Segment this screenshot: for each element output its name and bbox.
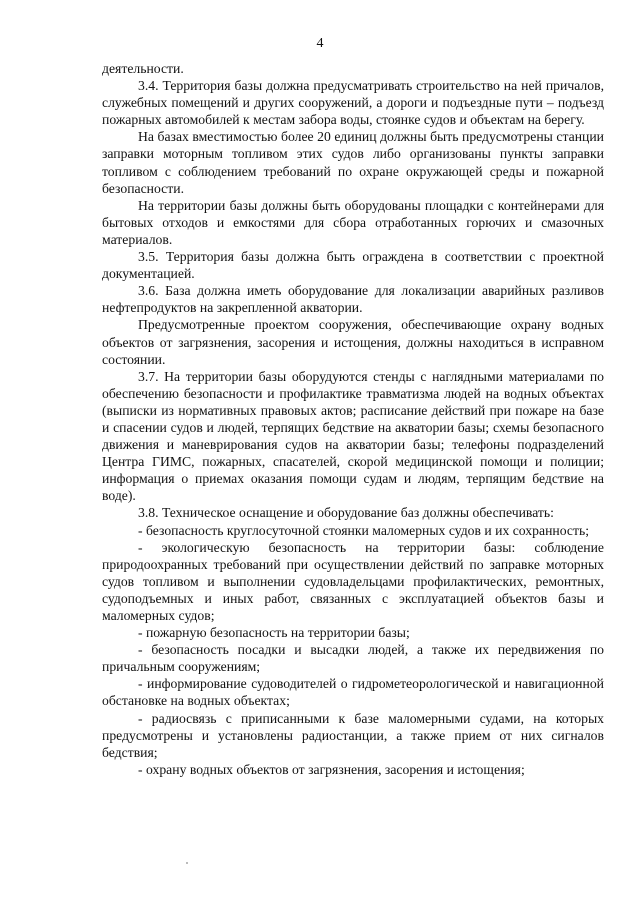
list-item-boarding-safety: - безопасность посадки и высадки людей, а также их передвижения по причальным сооружениям; — [102, 642, 604, 675]
paragraph-3-5: 3.5. Территория базы должна быть ограждена в соответствии с проектной документацией. — [102, 249, 604, 282]
paragraph-waste-areas: На территории базы должны быть оборудованы площадки с контейнерами для бытовых отходов и емкостями для сбора отработанных горючих и смазочных материалов. — [102, 197, 604, 247]
document-body — [102, 60, 604, 778]
paragraph-fuel-stations: На базах вместимостью более 20 единиц должны быть предусмотрены станции заправки моторным топливом этих судов либо организованы пункты заправки топливом с соблюдением требований по охране окружающей среды и пожарной безопасности. — [102, 129, 604, 196]
paragraph-3-4: 3.4. Территория базы должна предусматривать строительство на ней причалов, служебных помещений и других сооружений, а дороги и подъездные пути – подъезд пожарных автомобилей к местам забора воды, стоянке судов и объектам на берегу. — [102, 78, 604, 128]
list-item-ecological-safety: - экологическую безопасность на территории базы: соблюдение природоохранных требований при осуществлении действий по заправке моторных судов топливом и выполнении судовладельцами профилактических, ремонтных, судоподъемных и иных работ, связанных с эксплуатацией объектов базы и маломерных судов; — [102, 539, 604, 623]
page-number: 4 — [316, 36, 324, 51]
list-item-water-protection: - охрану водных объектов от загрязнения, засорения и истощения; — [138, 761, 525, 777]
list-item-radio-communication: - радиосвязь с приписанными к базе маломерными судами, на которых предусмотрены и установлены радиостанции, а также прием от них сигналов бедствия; — [102, 710, 604, 760]
paragraph-protection-structures: Предусмотренные проектом сооружения, обеспечивающие охрану водных объектов от загрязнения, засорения и истощения, должны находиться в исправном состоянии. — [102, 317, 604, 367]
scan-speck — [186, 862, 188, 864]
list-item-informing-drivers: - информирование судоводителей о гидрометеорологической и навигационной обстановке на водных объектах; — [102, 676, 604, 709]
paragraph-continuation: деятельности. — [102, 61, 184, 76]
list-item-fire-safety: - пожарную безопасность на территории базы; — [138, 625, 410, 641]
paragraph-3-7: 3.7. На территории базы оборудуются стенды с наглядными материалами по обеспечению безопасности и профилактике травматизма людей на водных объектах (выписки из нормативных правовых актов; расписание действий при пожаре на базе и спасении судов и людей, терпящих бедствие на акватории базы; схемы безопасного движения и маневрирования судов на акватории базы; телефоны подразделений Центра ГИМС, пожарных, спасателей, скорой медицинской помощи и полиции; информация о приемах оказания помощи судам и людям, терпящим бедствие на воде). — [102, 368, 604, 504]
paragraph-3-6: 3.6. База должна иметь оборудование для локализации аварийных разливов нефтепродуктов на закрепленной акватории. — [102, 283, 604, 316]
list-item-mooring-safety: - безопасность круглосуточной стоянки маломерных судов и их сохранность; — [138, 522, 590, 538]
paragraph-3-8: 3.8. Техническое оснащение и оборудование баз должны обеспечивать: — [138, 505, 554, 521]
